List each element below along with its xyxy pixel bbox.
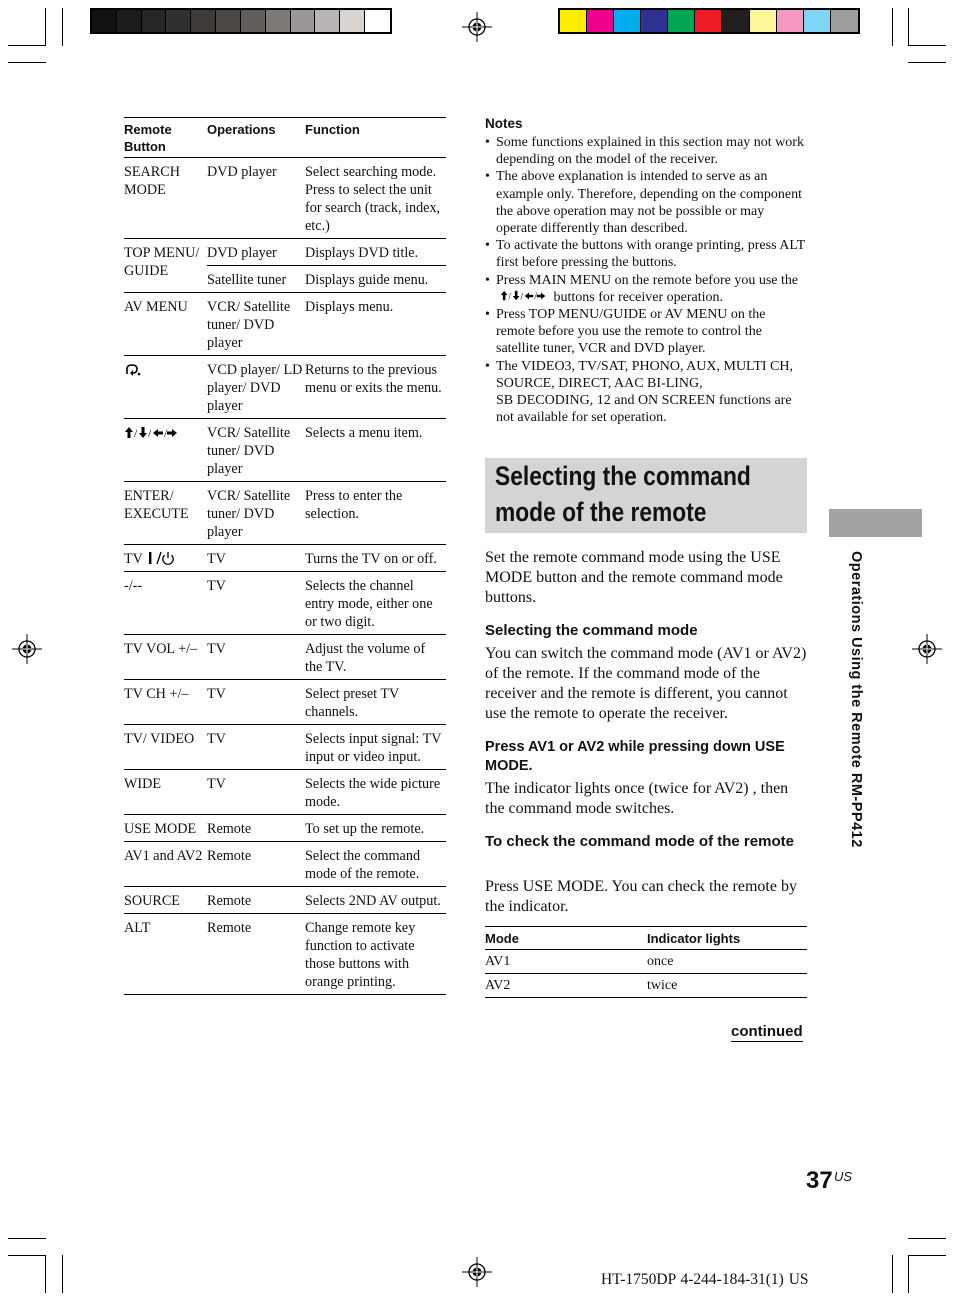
table-header-row bbox=[124, 118, 446, 158]
continued-label: continued bbox=[731, 1023, 803, 1040]
arrow-keys-icon bbox=[496, 290, 550, 302]
color-swatch bbox=[560, 10, 587, 32]
mode-cell: AV1 bbox=[485, 950, 647, 974]
registration-mark-icon bbox=[462, 12, 492, 42]
list-item bbox=[485, 358, 807, 427]
remote-button-table bbox=[124, 117, 446, 995]
section-title-line: Selecting the command bbox=[495, 461, 751, 491]
check-paragraph: Press USE MODE. You can check the remote by the indicator. bbox=[485, 878, 797, 915]
table-row bbox=[124, 914, 446, 995]
operations-cell: VCR/ Satellite tuner/ DVD player bbox=[207, 293, 305, 356]
table-row bbox=[124, 680, 446, 725]
page-number-suffix: US bbox=[834, 1169, 853, 1184]
color-swatch bbox=[750, 10, 777, 32]
subheading-selecting: Selecting the command mode bbox=[485, 622, 698, 639]
button-cell bbox=[124, 419, 207, 482]
process-color-bar bbox=[558, 8, 860, 34]
lights-cell: once bbox=[647, 950, 807, 974]
button-cell: TV VOL +/– bbox=[124, 635, 207, 680]
side-section-label: Operations Using the Remote RM-PP412 bbox=[848, 551, 864, 848]
function-cell: Selects the channel entry mode, either one or two digit. bbox=[305, 572, 446, 635]
model-code-footer: HT-1750DP 4-244-184-31(1) US bbox=[601, 1271, 809, 1288]
note-text: SB DECODING, 12 and ON SCREEN functions are not available for set operation. bbox=[496, 393, 792, 426]
color-swatch bbox=[365, 10, 390, 32]
mode-indicator-table bbox=[485, 926, 807, 998]
svg-text:/: / bbox=[164, 426, 168, 440]
operations-cell: TV bbox=[207, 770, 305, 815]
operations-cell: TV bbox=[207, 725, 305, 770]
function-cell: Change remote key function to activate those buttons with orange printing. bbox=[305, 914, 446, 995]
operations-cell: Remote bbox=[207, 815, 305, 842]
function-cell: Turns the TV on or off. bbox=[305, 545, 446, 572]
operations-cell: TV bbox=[207, 545, 305, 572]
color-swatch bbox=[695, 10, 722, 32]
header-operations: Operations bbox=[207, 118, 305, 158]
header-function: Function bbox=[305, 118, 446, 158]
table-row bbox=[124, 239, 446, 266]
button-cell bbox=[124, 356, 207, 419]
selecting-paragraph: You can switch the command mode (AV1 or AV2) of the remote. If the command mode of the receiver and the remote is different, you cannot use the remote to operate the receiver. bbox=[485, 645, 807, 722]
function-cell: Press to enter the selection. bbox=[305, 482, 446, 545]
table-row bbox=[124, 887, 446, 914]
color-swatch bbox=[142, 10, 167, 32]
note-text: Press MAIN MENU on the remote before you use the bbox=[496, 272, 799, 288]
button-cell: SOURCE bbox=[124, 887, 207, 914]
table-row bbox=[124, 545, 446, 572]
registration-mark-icon bbox=[12, 634, 42, 664]
svg-text:/: / bbox=[520, 291, 524, 302]
color-swatch bbox=[241, 10, 266, 32]
color-swatch bbox=[216, 10, 241, 32]
color-swatch bbox=[340, 10, 365, 32]
intro-paragraph: Set the remote command mode using the USE MODE button and the remote command mode buttons. bbox=[485, 549, 783, 606]
table-row bbox=[124, 842, 446, 887]
color-swatch bbox=[641, 10, 668, 32]
button-cell: TOP MENU/ GUIDE bbox=[124, 239, 207, 293]
table-row bbox=[124, 815, 446, 842]
header-mode: Mode bbox=[485, 927, 647, 950]
function-cell: Returns to the previous menu or exits the menu. bbox=[305, 356, 446, 419]
color-swatch bbox=[804, 10, 831, 32]
side-tab-marker bbox=[829, 509, 922, 537]
table-row bbox=[124, 356, 446, 419]
table-row bbox=[124, 770, 446, 815]
svg-text:/: / bbox=[534, 291, 538, 302]
color-swatch bbox=[777, 10, 804, 32]
svg-text:/: / bbox=[134, 426, 138, 440]
color-swatch bbox=[722, 10, 749, 32]
table-row bbox=[124, 419, 446, 482]
color-swatch bbox=[587, 10, 614, 32]
lights-cell: twice bbox=[647, 974, 807, 998]
color-swatch bbox=[92, 10, 117, 32]
mode-cell: AV2 bbox=[485, 974, 647, 998]
operations-cell: TV bbox=[207, 680, 305, 725]
subheading-check: To check the command mode of the remote bbox=[485, 833, 794, 850]
registration-mark-icon bbox=[912, 634, 942, 664]
table-row bbox=[124, 572, 446, 635]
list-item: • The above explanation is intended to serve as an example only. Therefore, depending on the component the above operation may not be possible or may operate differently than described. bbox=[485, 168, 807, 237]
operations-cell: Remote bbox=[207, 887, 305, 914]
button-cell: -/-- bbox=[124, 572, 207, 635]
table-row bbox=[124, 482, 446, 545]
list-item: • Press TOP MENU/GUIDE or AV MENU on the remote before you use the remote to control the satellite tuner, VCR and DVD player. bbox=[485, 306, 807, 358]
color-swatch bbox=[117, 10, 142, 32]
function-cell: Select searching mode. Press to select the unit for search (track, index, etc.) bbox=[305, 158, 446, 239]
button-cell: TV/ VIDEO bbox=[124, 725, 207, 770]
button-cell: ALT bbox=[124, 914, 207, 995]
header-indicator-lights: Indicator lights bbox=[647, 927, 807, 950]
function-cell: Displays menu. bbox=[305, 293, 446, 356]
button-cell: AV MENU bbox=[124, 293, 207, 356]
table-row bbox=[124, 635, 446, 680]
operations-cell: Remote bbox=[207, 842, 305, 887]
function-cell: Displays DVD title. bbox=[305, 239, 446, 266]
note-text: The VIDEO3, TV/SAT, PHONO, AUX, MULTI CH, SOURCE, DIRECT, AAC BI-LING, bbox=[496, 358, 793, 391]
table-row bbox=[124, 725, 446, 770]
function-cell: Select the command mode of the remote. bbox=[305, 842, 446, 887]
color-swatch bbox=[166, 10, 191, 32]
color-swatch bbox=[831, 10, 858, 32]
list-item: • Some functions explained in this section may not work depending on the model of the receiver. bbox=[485, 134, 807, 168]
header-remote-button: Remote Button bbox=[124, 118, 207, 158]
function-cell: Select preset TV channels. bbox=[305, 680, 446, 725]
function-cell: Selects the wide picture mode. bbox=[305, 770, 446, 815]
page-number: 37 bbox=[806, 1167, 833, 1194]
button-cell: TV CH +/– bbox=[124, 680, 207, 725]
table-row bbox=[485, 974, 807, 998]
operations-cell: VCD player/ LD player/ DVD player bbox=[207, 356, 305, 419]
operations-cell: TV bbox=[207, 635, 305, 680]
instruction-result: The indicator lights once (twice for AV2) , then the command mode switches. bbox=[485, 780, 789, 817]
function-cell: To set up the remote. bbox=[305, 815, 446, 842]
button-label: TV bbox=[124, 551, 143, 567]
operations-cell: TV bbox=[207, 572, 305, 635]
color-swatch bbox=[668, 10, 695, 32]
return-arrow-icon bbox=[124, 363, 144, 377]
svg-text:/: / bbox=[148, 426, 152, 440]
operations-cell: DVD player bbox=[207, 239, 305, 266]
power-icon bbox=[148, 551, 176, 565]
operations-cell: Remote bbox=[207, 914, 305, 995]
button-cell: WIDE bbox=[124, 770, 207, 815]
note-text: buttons for receiver operation. bbox=[553, 289, 723, 305]
section-title-line: mode of the remote bbox=[495, 497, 707, 527]
table-row bbox=[124, 158, 446, 239]
operations-cell: DVD player bbox=[207, 158, 305, 239]
button-cell bbox=[124, 545, 207, 572]
color-swatch bbox=[315, 10, 340, 32]
function-cell: Selects 2ND AV output. bbox=[305, 887, 446, 914]
section-title bbox=[495, 458, 753, 530]
svg-text:/: / bbox=[508, 291, 512, 302]
button-cell: ENTER/ EXECUTE bbox=[124, 482, 207, 545]
function-cell: Selects a menu item. bbox=[305, 419, 446, 482]
list-item bbox=[485, 272, 807, 306]
button-cell: USE MODE bbox=[124, 815, 207, 842]
instruction-step: Press AV1 or AV2 while pressing down USE MODE. bbox=[485, 739, 785, 774]
registration-mark-icon bbox=[462, 1257, 492, 1287]
color-swatch bbox=[291, 10, 316, 32]
color-swatch bbox=[266, 10, 291, 32]
color-swatch bbox=[191, 10, 216, 32]
function-cell: Adjust the volume of the TV. bbox=[305, 635, 446, 680]
button-cell: SEARCH MODE bbox=[124, 158, 207, 239]
notes-list bbox=[485, 134, 807, 426]
button-cell: AV1 and AV2 bbox=[124, 842, 207, 887]
operations-cell: Satellite tuner bbox=[207, 266, 305, 293]
operations-cell: VCR/ Satellite tuner/ DVD player bbox=[207, 419, 305, 482]
table-row bbox=[485, 950, 807, 974]
list-item: • To activate the buttons with orange printing, press ALT first before pressing the buttons. bbox=[485, 237, 807, 271]
color-swatch bbox=[614, 10, 641, 32]
table-header-row bbox=[485, 927, 807, 950]
notes-heading: Notes bbox=[485, 116, 523, 131]
operations-cell: VCR/ Satellite tuner/ DVD player bbox=[207, 482, 305, 545]
table-row bbox=[124, 293, 446, 356]
arrow-keys-icon bbox=[124, 426, 178, 440]
function-cell: Displays guide menu. bbox=[305, 266, 446, 293]
function-cell: Selects input signal: TV input or video input. bbox=[305, 725, 446, 770]
grayscale-color-bar bbox=[90, 8, 392, 34]
